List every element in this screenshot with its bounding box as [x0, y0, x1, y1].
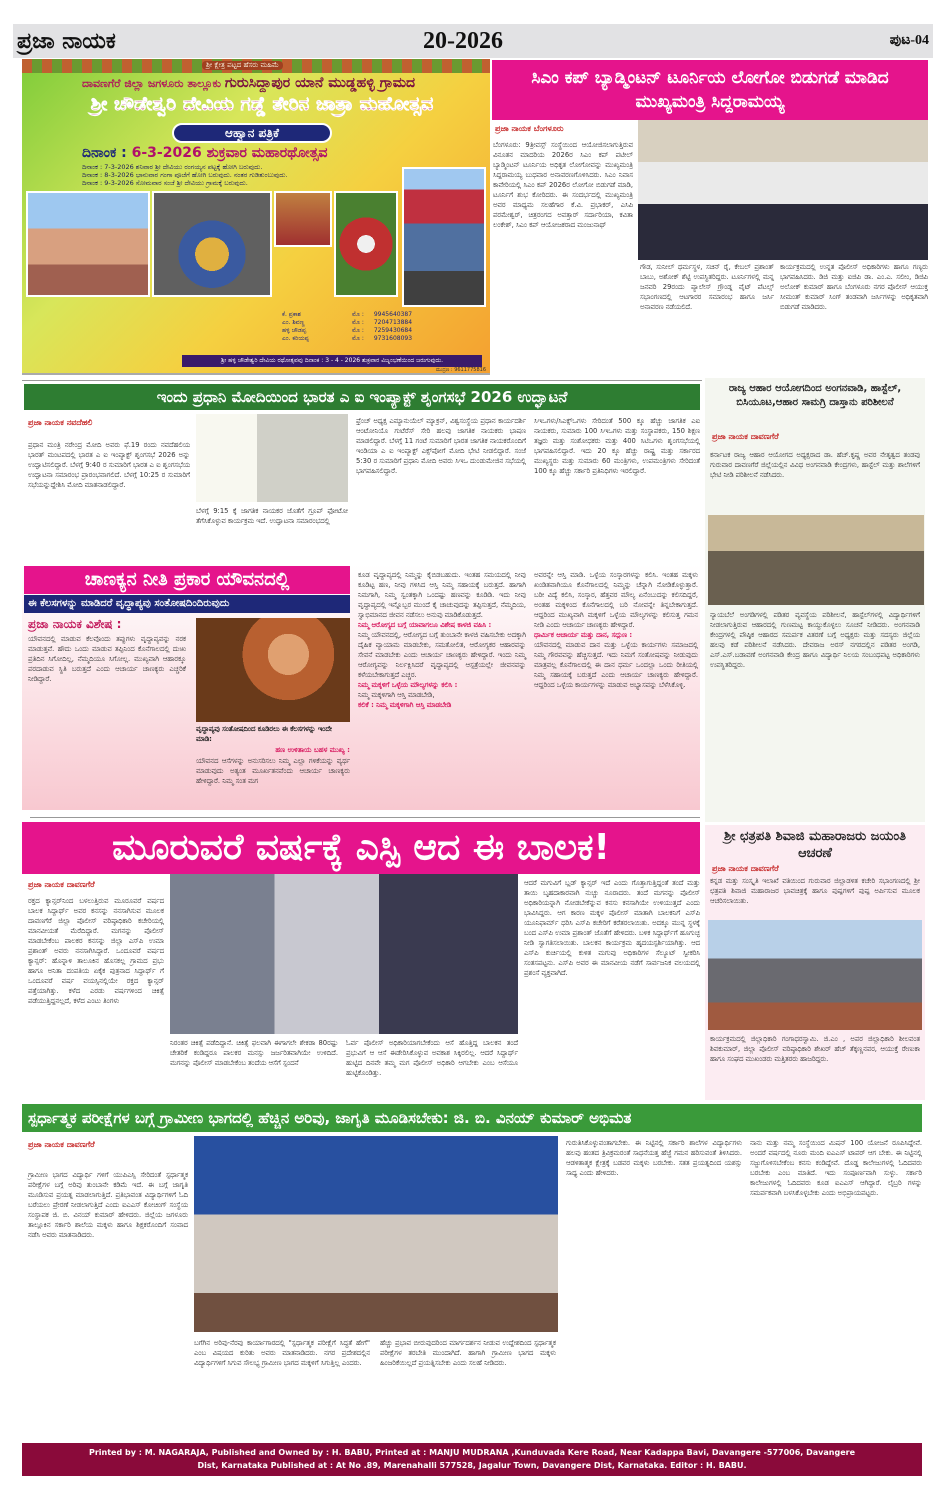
issue-date: 20-2026 — [423, 27, 503, 54]
section-subheading: ಹಣ ಉಳಿತಾಯ ಬಹಳ ಮುಖ್ಯ : — [275, 746, 350, 754]
imprint-line: Dist, Karnataka Published at : At No .89, Marenahalli 577528, Jagalur Town, Davangere Dist, Karnataka. Editor : H. BABU. — [197, 1461, 747, 1470]
boy-sp-headline — [22, 822, 700, 874]
ai-summit-headline — [24, 384, 700, 410]
headline-text: ಇಂದು ಪ್ರಧಾನಿ ಮೋದಿಯಿಂದ ಭಾರತ ಎ ಐ ಇಂಪ್ಯಾಕ್ಟ್ ಶೃಂಗಸಭೆ 2026 ಉದ್ಘಾಟನೆ — [156, 388, 568, 406]
schedule-item: ದಿನಾಂಕ : 7-3-2026 ಶನಿವಾರ ಶ್ರೀ ದೇವಿಯು ರಂಗಯ್ಯನ ಪಟ್ಟಕ್ಕೆ ಹೋಗಿ ಬರುವುದು. — [82, 163, 263, 171]
subhead-text: ಈ ಕೆಲಸಗಳನ್ನು ಮಾಡಿದರೆ ವೃದ್ಧಾಪ್ಯವು ಸಂತೋಷದಿಂದಿರುವುದು — [28, 598, 230, 609]
dateline: ಪ್ರಜಾ ನಾಯಕ ವಿಶೇಷ : — [28, 617, 122, 631]
image-caption: ವೃದ್ಧಾಪ್ಯವು ಸಂತೋಷದಿಂದ ಕೂಡಿರಲು ಈ ಕೆಲಸಗಳನ್ನು ಇಂದೇ ಮಾಡಿ: — [196, 725, 332, 743]
article-column: ಸಿಇಒಗಳು/ಸಿಎಕ್ಸ್‌ಒಗಳು ಸೇರಿದಂತೆ 500 ಕ್ಕೂ ಹೆಚ್ಚು ಜಾಗತಿಕ ಎಐ ನಾಯಕರು, ಸುಮಾರು 100 ಸಿಇಒಗಳು ಮತ್ತು ಸಂಸ್ಥಾಪಕರು, 150 ಶಿಕ್ಷಣ ತಜ್ಞರು ಮತ್ತು ಸಂಶೋಧಕರು ಮತ್ತು 400 ಸಿಟಿಒಗಳು ಶೃಂಗಸಭೆಯಲ್ಲಿ ಭಾಗವಹಿಸಲಿದ್ದಾರೆ. ಇದು 20 ಕ್ಕೂ ಹೆಚ್ಚು ರಾಷ್ಟ್ರ ಮತ್ತು ಸರ್ಕಾರದ ಮುಖ್ಯಸ್ಥರು ಮತ್ತು ಸುಮಾರು 60 ಮಂತ್ರಿಗಳು, ಉಪಮಂತ್ರಿಗಳು ಸೇರಿದಂತೆ 100 ಕ್ಕೂ ಹೆಚ್ಚು ಸರ್ಕಾರಿ ಪ್ರತಿನಿಧಿಗಳು ಇರಲಿದ್ದಾರೆ. — [534, 417, 700, 475]
shivaji-headline: ಶ್ರೀ ಛತ್ರಪತಿ ಶಿವಾಜಿ ಮಹಾರಾಜರು ಜಯಂತಿ ಆಚರಣೆ — [724, 829, 906, 861]
article-column: ರಕ್ತದ ಕ್ಯಾನ್ಸರ್‌ನಿಂದ ಬಳಲುತ್ತಿರುವ ಮೂರೂವರೆ ವರ್ಷದ ಬಾಲಕ ಸಿದ್ದಾರ್ಥ್ ಅವರ ಕನಸನ್ನು ನನಸಾಗಿಸುವ ಮೂಲಕ ದಾವಣಗೆರೆ ಜಿಲ್ಲಾ ಪೊಲೀಸ್ ವರಿಷ್ಠಾಧಿಕಾರಿ ಕಚೇರಿಯಲ್ಲಿ ಮಾನವೀಯತೆ ಮೆರೆದಿದ್ದಾರೆ. ಮಗನನ್ನು ಪೊಲೀಸ್ ಮಾಡಬೇಕೆಂಬ ಪಾಲಕರ ಕನಸನ್ನು ಜಿಲ್ಲಾ ಎಸ್‌ಪಿ ಉಮಾ ಪ್ರಶಾಂತ್ ಅವರು ನನಸಾಗಿಸಿದ್ದಾರೆ. ಒಂದೂವರೆ ವರ್ಷದ ಕ್ಯಾನ್ಸರ್: ಹೊನ್ನಾಳಿ ತಾಲೂಕಿನ ಹೊಸಕಲ್ಲ ಗ್ರಾಮದ ಪ್ರಭು ಹಾಗೂ ಅನಿತಾ ದಂಪತಿಯ ಏಕೈಕ ಪುತ್ರನಾದ ಸಿದ್ದಾರ್ಥ್ ಗೆ ಒಂದೂವರೆ ವರ್ಷ ವಯಸ್ಸಿನಲ್ಲಿಯೇ ರಕ್ತದ ಕ್ಯಾನ್ಸರ್ ಪತ್ತೆಯಾಗಿತ್ತು. ಕಳೆದ ಎರಡು ವರ್ಷಗಳಿಂದ ಚಿಕಿತ್ಸೆ ಪಡೆಯುತ್ತಿದ್ದನಲ್ಲದೆ, ಕಳೆದ ಎಂಟು ತಿಂಗಳು — [28, 897, 164, 1005]
headline-text: ಮೂರುವರೆ ವರ್ಷಕ್ಕೆ ಎಸ್ಪಿ ಆದ ಈ ಬಾಲಕ! — [112, 827, 610, 868]
cm-logo-launch-photo — [638, 120, 928, 260]
contact-name: ಎಂ. ಕರಿಯಪ್ಪ — [282, 335, 309, 342]
dateline: ಪ್ರಜಾ ನಾಯಕ ನವದೆಹಲಿ — [28, 418, 93, 427]
ad-schedule — [82, 163, 288, 187]
ad-credit: ಮುದ್ರಣ : 9611775816 — [435, 367, 486, 373]
ad-date-value: 6-3-2026 ಶುಕ್ರವಾರ — [131, 145, 247, 161]
temple-photo — [26, 191, 150, 297]
article-column: ಗುರುತಿಸಿಕೊಳ್ಳುವಂತಾಗಬೇಕು. ಈ ನಿಟ್ಟಿನಲ್ಲಿ ಸರ್ಕಾರಿ ಶಾಲೆಗಳ ವಿದ್ಯಾರ್ಥಿಗಳು ಹಲವು ಹಂತದ ತ್ರಿವಿಕ್ರಮರಂತೆ ಸಾಧನೆಯತ್ತ ಹೆಜ್ಜೆ ಗಮನ ಹರಿಸುವಂತೆ ತಿಳಿಸಿದರು. ಆಡಳಿತಾತ್ಮಕ ಕ್ಷೇತ್ರಕ್ಕೆ ಬಡವರ ಮಕ್ಕಳು ಬರಬೇಕು. ಸತತ ಪ್ರಯತ್ನದಿಂದ ಯಶಸ್ಸು ಸಾಧ್ಯ ಎಂದು ಹೇಳಿದರು. — [566, 1139, 742, 1177]
article-column: ಪ್ರಧಾನ ಮಂತ್ರಿ ನರೇಂದ್ರ ಮೋದಿ ಅವರು ಫೆ.19 ರಂದು ನವದೆಹಲಿಯ ಭಾರತ್ ಮಂಟಪದಲ್ಲಿ ಭಾರತ ಎ ಐ ಇಂಪ್ಯಾಕ್ಟ್ ಶೃಂಗಸಭೆ 2026 ಅನ್ನು ಉದ್ಘಾಟಿಸಲಿದ್ದಾರೆ. ಬೆಳಗ್ಗೆ 9:40 ರ ಸುಮಾರಿಗೆ ಭಾರತ ಎ ಐ ಶೃಂಗಸಭೆಯ ಉದ್ಘಾಟನಾ ಸಮಾರಂಭ ಪ್ರಾರಂಭವಾಗಲಿದೆ. ಬೆಳಗ್ಗೆ 10:25 ರ ಸುಮಾರಿಗೆ ಸಭೆಯನ್ನುದ್ದೇಶಿಸಿ ಮೋದಿ ಮಾತನಾಡಲಿದ್ದಾರೆ. — [28, 441, 190, 489]
headline-text: ಸ್ಪರ್ಧಾತ್ಮಕ ಪರೀಕ್ಷೆಗಳ ಬಗ್ಗೆ ಗ್ರಾಮೀಣ ಭಾಗದಲ್ಲಿ ಹೆಚ್ಚಿನ ಅರಿವು, ಜಾಗೃತಿ ಮೂಡಿಸಬೇಕು: ಜಿ. ಬಿ. ವಿನಯ್ ಕುಮಾರ್ ಅಭಿಮತ — [28, 1109, 632, 1127]
article-column: ಗೌಡ, ಸುನೀಲ್ ಧರ್ಮಸ್ಥಳ, ಸಚಿನ್ ರೈ, ಕೇಬಲ್ ಪ್ರಶಾಂತ್ ಬಾಬು, ಅಶೋಕ್ ಶೆಟ್ಟಿ ಉಪಸ್ಥಿತರಿದ್ದರು. ಟೂರ್ನಿಗಳಲ್ಲಿ ಮನ್ನ ಜನವರಿ 29ರಂದು ಪ್ಯಾಲೇಸ್ ಗ್ರೌಂಡ್ನ ವೈಟ್ ಪೆಟಲ್ಸ್ ಸಭಾಂಗಣದಲ್ಲಿ ಆಟಗಾರರ ಸಮಾರಂಭ ಹಾಗೂ ಜರ್ಸಿ ಅನಾವರಣ ನಡೆಯಲಿದೆ. — [640, 263, 774, 311]
ad-invitation-pill: ಆಹ್ವಾನ ಪತ್ರಿಕೆ — [172, 123, 332, 143]
article-column: ಯೌವನದಲ್ಲಿ ಮಾಡುವ ಕೆಲವೊಂದು ತಪ್ಪುಗಳು ವೃದ್ಧಾಪ್ಯವನ್ನು ನರಕ ಮಾಡುತ್ತವೆ. ಹೌದು ಒಂದು ಮಾಡುವ ತಪ್ಪಿನಿಂದ ಕೊನೆಗಾಲದಲ್ಲಿ ದುಃಖ ಪ್ರತಿದಿನ ಸಿಗೋದಿಲ್ಲ, ನೆಮ್ಮದಿಯೂ ಸಿಗೋಲ್ಲ. ಮುಖ್ಯವಾಗಿ ಆಹಾರಕ್ಕೂ ಪರದಾಡುವ ಸ್ಥಿತಿ ಬರುತ್ತದೆ ಎಂದು ಆಚಾರ್ಯ ಚಾಣಕ್ಯರು ಎಚ್ಚರಿಕೆ ನೀಡಿದ್ದಾರೆ. — [28, 635, 186, 683]
dateline: ಪ್ರಜಾ ನಾಯಕ ದಾವಣಗೆರೆ — [712, 432, 779, 441]
chariot-photo — [402, 167, 486, 307]
newspaper-name: ಪ್ರಜಾ ನಾಯಕ — [17, 28, 116, 54]
contact-label: ಮೊ : — [352, 319, 364, 326]
exam-event-photo — [194, 1136, 558, 1332]
dateline: ಪ್ರಜಾ ನಾಯಕ ದಾವಣಗೆರೆ — [712, 864, 779, 873]
article-column: ಬೆಳಗ್ಗೆ 9:15 ಕ್ಕೆ ಜಾಗತಿಕ ನಾಯಕರ ಜೊತೆಗೆ ಗ್ರೂಪ್ ಫೋಟೋ ತೆಗೆಸಿಕೊಳ್ಳುವ ಕಾರ್ಯಕ್ರಮ ಇದೆ. ಉದ್ಘಾಟನಾ ಸಮಾರಂಭದಲ್ಲಿ — [196, 507, 348, 525]
headline-text: ಚಾಣಕ್ಯನ ನೀತಿ ಪ್ರಕಾರ ಯೌವನದಲ್ಲಿ — [84, 569, 290, 590]
contact-label: ಮೊ : — [352, 335, 364, 342]
ad-title: ಶ್ರೀ ಚೌಡೇಶ್ವರಿ ದೇವಿಯ ಗಡ್ಡೆ ತೇರಿನ ಜಾತ್ರಾ ಮಹೋತ್ಸವ — [90, 93, 434, 115]
paragraph: ಕೂಡ ವೃದ್ಧಾಪ್ಯದಲ್ಲಿ ನಿಮ್ಮನ್ನು ಕೈಬಿಡಬಹುದು. ಇಂತಹ ಸಮಯದಲ್ಲಿ ನೀವು ಕೂಡಿಟ್ಟ ಹಣ, ನೀವು ಗಳಿಸಿದ ಆಸ್ತಿ ನಿಮ್ಮ ಸಹಾಯಕ್ಕೆ ಬರುತ್ತದೆ. ಹಾಗಾಗಿ ನಿಮಗಾಗಿ, ನಿಮ್ಮ ಸ್ವಂತಕ್ಕಾಗಿ ಒಂದಷ್ಟು ಹಣವನ್ನು ಕೂಡಿಡಿ. ಇದು ನೀವು ವೃದ್ಧಾಪ್ಯದಲ್ಲಿ ಇನ್ನೊಬ್ಬರ ಮುಂದೆ ಕೈ ಚಾಚುವುದನ್ನು ತಪ್ಪಿಸುತ್ತದೆ, ನೆಮ್ಮದಿಯ, ಸ್ವಾಭಿಮಾನದ ಜೀವನ ನಡೆಸಲು ಅನುವು ಮಾಡಿಕೊಡುತ್ತದೆ. — [358, 571, 526, 619]
article-paragraph: ಕನ್ನಡ ಮತ್ತು ಸಂಸ್ಕೃತಿ ಇಲಾಖೆ ವತಿಯಿಂದ ಗುರುವಾರ ಜಿಲ್ಲಾಡಳಿತ ಕಚೇರಿ ಸಭಾಂಗಣದಲ್ಲಿ ಶ್ರೀ ಛತ್ರಪತಿ ಶಿವಾಜಿ ಮಹಾರಾಜರ ಭಾವಚಿತ್ರಕ್ಕೆ ಹಾಗೂ ಪುಷ್ಪಗಳಿಗೆ ಪುಷ್ಪ ಅರ್ಪಿಸುವ ಮೂಲಕ ಆಚರಿಸಲಾಯಿತು. — [710, 877, 920, 905]
article-paragraph: ನ್ಯಾಯಬೆಲೆ ಅಂಗಡಿಗಳಲ್ಲಿ ಪಡಿತರ ವ್ಯವಸ್ಥೆಯ ಪರಿಶೀಲನೆ, ಹಾಸ್ಟೆಲ್‌ಗಳಲ್ಲಿ ವಿದ್ಯಾರ್ಥಿಗಳಿಗೆ ನೀಡಲಾಗುತ್ತಿರುವ ಆಹಾರದಲ್ಲಿ ಗುಣಮಟ್ಟ ಕಾಯ್ದುಕೊಳ್ಳಲು ಸೂಚನೆ ನೀಡಿದರು. ಅಂಗನವಾಡಿ ಕೇಂದ್ರಗಳಲ್ಲಿ ಪೌಷ್ಠಿಕ ಆಹಾರದ ಸಮರ್ಪಕ ವಿತರಣೆ ಬಗ್ಗೆ ಅಧ್ಯಕ್ಷರು ಮತ್ತು ಸದಸ್ಯರು ಜಿಲ್ಲೆಯ ಹಲವು ಕಡೆ ಪರಿಶೀಲನೆ ನಡೆಸಿದರು. ದೇವರಾಜ ಅರಸ್ ನಗರದಲ್ಲಿನ ಪಡಿತರ ಅಂಗಡಿ, ಎಸ್.ಎಸ್.ಬಡಾವಣೆ ಅಂಗನವಾಡಿ ಕೇಂದ್ರ ಹಾಗೂ ವಿದ್ಯಾರ್ಥಿ ನಿಲಯ ಸಂಬಂಧಪಟ್ಟ ಅಧಿಕಾರಿಗಳು ಉಪಸ್ಥಿತರಿದ್ದರು. — [710, 611, 920, 669]
festival-advertisement — [22, 59, 490, 375]
contact-label: ಮೊ : — [352, 311, 364, 318]
food-inspection-photo — [708, 515, 924, 605]
article-column: ಗ್ರಾಮೀಣ ಭಾಗದ ವಿದ್ಯಾರ್ಥಿ ಗಳಿಗೆ ಯುಪಿಎಸ್ಸಿ ಸೇರಿದಂತೆ ಸ್ಪರ್ಧಾತ್ಮಕ ಪರೀಕ್ಷೆಗಳ ಬಗ್ಗೆ ಅರಿವು ತುಂಬಾನೇ ಕಡಿಮೆ ಇದೆ. ಈ ಬಗ್ಗೆ ಜಾಗೃತಿ ಮೂಡಿಸುವ ಪ್ರಯತ್ನ ಮಾಡಲಾಗುತ್ತಿದೆ. ಪ್ರತಿಭಾವಂತ ವಿದ್ಯಾರ್ಥಿಗಳಿಗೆ ಓದಿ ಬರೆಯಲು ಪ್ರೇರಣೆ ನೀಡಲಾಗುತ್ತಿದೆ ಎಂದು ಐಎಎಸ್ ಕೋಚಿಂಗ್ ಸಂಸ್ಥೆಯ ಸಂಸ್ಥಾಪಕ ಜಿ. ಬಿ. ವಿನಯ್ ಕುಮಾರ್ ಹೇಳಿದರು. ಜಿಲ್ಲೆಯ ಜಗಳೂರು ತಾಲ್ಲೂಕಿನ ಸರ್ಕಾರಿ ಶಾಲೆಯ ಮಕ್ಕಳು ಹಾಗೂ ಶಿಕ್ಷಕರೊಂದಿಗೆ ಸಂವಾದ ನಡೆಸಿ ಅವರು ಮಾತನಾಡಿದರು. — [28, 1171, 188, 1239]
article-column: ಓರ್ವ ಪೊಲೀಸ್ ಅಧಿಕಾರಿಯಾಗಬೇಕೆಂದು ಆಸೆ ಹೊತ್ತಿದ್ದ ಬಾಲಕನ ತಂದೆ ಪ್ರಭುವಿಗೆ ಆ ಆಸೆ ಈಡೇರಿಸಿಕೊಳ್ಳುವ ಅವಕಾಶ ಸಿಕ್ಕಿರಲಿಲ್ಲ. ಆದರೆ ಸಿದ್ದಾರ್ಥ್ ಹುಟ್ಟಿದ ದಿನವೇ ತಮ್ಮ ಮಗ ಪೊಲೀಸ್ ಅಧಿಕಾರಿ ಆಗಬೇಕು ಎಂಬ ಆಸೆಯೂ ಹುಟ್ಟಿಕೊಂಡಿತ್ತು. — [346, 1039, 518, 1077]
chanakya-illustration — [196, 618, 350, 722]
article-column: ಬೆಂಗಳೂರು: 9ತ್ರೀವಸ್ಸ್ ಸಂಸ್ಥೆಯಿಂದ ಆಯೋಜಿಸಲಾಗುತ್ತಿರುವ ವಿನೂತನ ಮಾದರಿಯ 2026ರ ಸಿಎಂ ಕಪ್ ಪಟೀಲ್ ಬ್ಯಾಡ್ಮಿಂಟನ್ ಟೂರ್ನಿಯ ಅಧಿಕೃತ ಲೋಗೋವನ್ನು ಮುಖ್ಯಮಂತ್ರಿ ಸಿದ್ದರಾಮಯ್ಯ ಬುಧವಾರ ಅನಾವರಣಗೊಳಿಸಿದರು. ಸಿಎಂ ನಿವಾಸ ಕಾವೇರಿಯಲ್ಲಿ ಸಿಎಂ ಕಪ್ 2026ರ ಲೋಗೋ ಬಿಡುಗಡೆ ಮಾಡಿ, ಟೂರ್ನಿಗೆ ಶುಭ ಕೋರಿದರು. ಈ ಸಂದರ್ಭದಲ್ಲಿ ಮುಖ್ಯಮಂತ್ರಿ ಅವರ ಮಾಧ್ಯಮ ಸಲಹೆಗಾರ ಕೆ.ವಿ. ಪ್ರಭಾಕರ್, ಎಸಿಪಿ ಪರಮೇಶ್ವರ್, ಚಿತ್ರರಂಗದ ಅವತ್ತಾರ್ ಸರ್ದಾರಿಯಾ, ಕವಿತಾ ಲಂಕೇಶ್, ಸಿಎಂ ಕಪ್ ಆಯೋಜಕರಾದ ಮಂಜುನಾಥ್ — [493, 141, 633, 229]
shivaji-jayanti-photo — [708, 920, 922, 1030]
contact-phone[interactable]: 9945640387 — [373, 311, 413, 318]
article-column: ಬಗೆಗಿನ ಅರಿವು-ನೆರವು ಕಾರ್ಯಾಗಾರದಲ್ಲಿ "ಸ್ಪರ್ಧಾತ್ಮಕ ಪರೀಕ್ಷೆಗೆ ಸಿದ್ಧತೆ ಹೇಗೆ" ಎಂಬ ವಿಷಯದ ಕುರಿತು ಅವರು ಮಾತನಾಡಿದರು. ನಗರ ಪ್ರದೇಶದಲ್ಲಿನ ವಿದ್ಯಾರ್ಥಿಗಳಿಗೆ ಸಿಗುವ ಸೌಲಭ್ಯ ಗ್ರಾಮೀಣ ಭಾಗದ ಮಕ್ಕಳಿಗೆ ಸಿಗುತ್ತಿಲ್ಲ ಎಂದರು. — [194, 1339, 370, 1367]
ad-location-big: ಗುರುಸಿದ್ದಾಪುರ ಯಾನೆ ಮುಡ್ಡಹಳ್ಳಿ ಗ್ರಾಮದ — [224, 75, 416, 91]
article-column: ಆದರೆ ಮಗುವಿಗೆ ಬ್ಲಡ್ ಕ್ಯಾನ್ಸರ್ ಇದೆ ಎಂದು ಗೊತ್ತಾಗುತ್ತಿದ್ದಂತೆ ತಂದೆ ಮತ್ತು ತಾಯಿ ಬೃಹದಾಕಾರವಾಗಿ ನುಚ್ಚು ನೂರಾದರು. ತಂದೆ ಮಗನನ್ನು ಪೊಲೀಸ್ ಅಧಿಕಾರಿಯನ್ನಾಗಿ ನೋಡಬೇಕೆನ್ನುವ ಕನಸು ಕನಸಾಗಿಯೇ ಉಳಿಯುತ್ತದೆ ಎಂದು ಭಾವಿಸಿದ್ದರು. ಆಗ ಕಾರಣ ಮಕ್ಕಳ ಪೊಲೀಸ್ ಮಾತಾಗಿ ಬಾಲಕನಿಗೆ ಎಸ್‌ಪಿ ಯೂನಿಫಾರ್ಮ್ ಧರಿಸಿ ಎಸ್‌ಪಿ ಕಚೇರಿಗೆ ಕರೆತರಲಾಯಿತು. ಅದಕ್ಕೂ ಮುನ್ನ ಸ್ಥಳಕ್ಕೆ ಬಂದ ಎಸ್‌ಪಿ ಉಮಾ ಪ್ರಶಾಂತ್ ಜೊತೆಗೆ ಹೇಳಿದರು. ಬಳಿಕ ಸಿದ್ದಾರ್ಥ್‌ಗೆ ಹೂಗುಚ್ಛ ನೀಡಿ ಸ್ವಾಗತಿಸಲಾಯಿತು. ಬಾಲಕನ ಕಾರ್ಯಕ್ರಮ ಹೃದಯಸ್ಪರ್ಶಿಯಾಗಿತ್ತು. ಆದ ಎಸ್‌ಪಿ ಕುರ್ಚಿಯಲ್ಲಿ ಕುಳಿತ ಮಗುವು ಅಧಿಕಾರಿಗಳ ಸೆಲ್ಯೂಟ್ ಸ್ವೀಕರಿಸಿ ಸಂತಸಪಟ್ಟನು. ಎಸ್‌ಪಿ ಅವರ ಈ ಮಾನವೀಯ ನಡೆಗೆ ಸಾರ್ವಜನಿಕ ವಲಯದಲ್ಲಿ ಪ್ರಶಂಸೆ ವ್ಯಕ್ತವಾಗಿದೆ. — [524, 879, 700, 977]
article-column — [358, 570, 526, 710]
contact-label: ಮೊ : — [352, 327, 364, 334]
article-column: ಹೆಚ್ಚು ಪ್ರಭಾವ ಬೀರುವುದರಿಂದ ಮಾರ್ಗದರ್ಶನ ನೀಡುವ ಉದ್ದೇಶದಿಂದ ಸ್ಪರ್ಧಾತ್ಮಕ ಪರೀಕ್ಷೆಗಳ ತರಬೇತಿ ಮುಂದಾಗಿದೆ. ಹಾಗಾಗಿ ಗ್ರಾಮೀಣ ಭಾಗದ ಮಕ್ಕಳು ಹಿಂಜರಿಕೆಯಿಲ್ಲದೆ ಪ್ರಯತ್ನಿಸಬೇಕು ಎಂದು ಸಲಹೆ ನೀಡಿದರು. — [380, 1339, 556, 1367]
contact-name: ಎಂ. ಶಿವಣ್ಣ — [282, 319, 305, 326]
ad-topline: ಶ್ರೀ ಕ್ಷೇತ್ರ ಪಟ್ಟದ ಹೆಸರು ಮಹಿಮೆ — [202, 61, 283, 70]
procession-photo — [274, 191, 332, 247]
schedule-item: ದಿನಾಂಕ : 8-3-2026 ಭಾನುವಾರ ಗಂಗಾ ಪೂಜೆಗೆ ಹೋಗಿ ಬರುವುದು. ನಂತರ ಗುಡಿತುಂಬುವುದು. — [82, 171, 288, 179]
headline-text: ಸಿಎಂ ಕಪ್ ಬ್ಯಾಡ್ಮಿಂಟನ್ ಟೂರ್ನಿಯ ಲೋಗೋ ಬಿಡುಗಡೆ ಮಾಡಿದ ಮುಖ್ಯಮಂತ್ರಿ ಸಿದ್ದರಾಮಯ್ಯ — [531, 68, 889, 112]
contact-name: ಕೆ. ಪ್ರಕಾಶ — [282, 311, 301, 318]
article-column: ಫ್ರೆಂಚ್ ಅಧ್ಯಕ್ಷ ಎಮ್ಯಾನುಯೆಲ್ ಮ್ಯಾಕ್ರನ್, ವಿಶ್ವಸಂಸ್ಥೆಯ ಪ್ರಧಾನ ಕಾರ್ಯದರ್ಶಿ ಆಂಟೋನಿಯೊ ಗುಟೆರೆಸ್ ಸೇರಿ ಹಲವು ಜಾಗತಿಕ ನಾಯಕರು ಭಾಷಣ ಮಾಡಲಿದ್ದಾರೆ. ಬೆಳಗ್ಗೆ 11 ಗಂಟೆ ಸುಮಾರಿಗೆ ಭಾರತ ಜಾಗತಿಕ ನಾಯಕರೊಂದಿಗೆ ಇಂಡಿಯಾ ಎ ಐ ಇಂಪ್ಯಾಕ್ಟ್ ಎಕ್ಸ್‌ಪೋಗೆ ಮೋದಿ ಭೇಟಿ ನೀಡಲಿದ್ದಾರೆ. ಸಂಜೆ 5:30 ರ ಸುಮಾರಿಗೆ ಪ್ರಧಾನಿ ಮೋದಿ ಅವರು ಸಿಇಒ ದುಂಡುಮೇಜಿನ ಸಭೆಯಲ್ಲಿ ಭಾಗವಹಿಸಲಿದ್ದಾರೆ. — [356, 417, 526, 475]
divider — [22, 380, 702, 381]
paragraph: ನಿಮ್ಮ ಯೌವನದಲ್ಲಿ, ಆರೋಗ್ಯದ ಬಗ್ಗೆ ತುಂಬಾನೇ ಕಾಳಜಿ ವಹಿಸಬೇಕು ಅದಕ್ಕಾಗಿ ದೈಹಿಕ ವ್ಯಾಯಾಮ ಮಾಡಬೇಕು, ಸಮತೋಲಿತ, ಆರೋಗ್ಯಕರ ಆಹಾರವನ್ನು ಸೇವನೆ ಮಾಡಬೇಕು ಎಂದು ಆಚಾರ್ಯ ಚಾಣಕ್ಯರು ಹೇಳಿದ್ದಾರೆ. ಇಂದು ನಿಮ್ಮ ಆರೋಗ್ಯವನ್ನು ನಿರ್ಲಕ್ಷಿಸಿದರೆ ವೃದ್ಧಾಪ್ಯದಲ್ಲಿ ಆಸ್ಪತ್ರೆಯಲ್ಲೇ ಜೀವನವನ್ನು ಕಳೆಯಬೇಕಾಗುತ್ತದೆ ಎಚ್ಚರ. — [358, 631, 526, 679]
article-column: ಯೌವನದ ಆಸೆಗಳನ್ನು ಅನುಸರಿಸಲು ನಿಮ್ಮ ಎಲ್ಲಾ ಗಳಿಕೆಯನ್ನು ವ್ಯರ್ಥ ಮಾಡುವುದು ಅತ್ಯಂತ ಮೂರ್ಖತನವೆಂದು ಆಚಾರ್ಯ ಚಾಣಕ್ಯರು ಹೇಳಿದ್ದಾರೆ. ನಿಮ್ಮ ಸಂತ ಮಗ — [196, 757, 350, 785]
section-subheading: ಧಾರ್ಮಿಕ ಆಚಾರ್ಯ ಮತ್ತು ದಾನ, ಸದ್ಗುಣ : — [534, 631, 633, 639]
paragraph: ಯೌವನದಲ್ಲಿ ಮಾಡುವ ದಾನ ಮತ್ತು ಒಳ್ಳೆಯ ಕಾರ್ಯಗಳು ಸಮಾಜದಲ್ಲಿ ನಿಮ್ಮ ಗೌರವವನ್ನು ಹೆಚ್ಚಿಸುತ್ತದೆ. ಇದು ನಿಮಗೆ ಸಂತೋಷವನ್ನು ನೀಡುವುದು ಮಾತ್ರವಲ್ಲ ಕೊನೆಗಾಲದಲ್ಲಿ ಈ ದಾನ ಧರ್ಮ ಒಂದಲ್ಲಾ ಒಂದು ರೀತಿಯಲ್ಲಿ ನಿಮ್ಮ ಸಹಾಯಕ್ಕೆ ಬರುತ್ತದೆ ಎಂದು ಆಚಾರ್ಯ ಚಾಣಕ್ಯರು ಹೇಳಿದ್ದಾರೆ. ಆದ್ದರಿಂದ ಒಳ್ಳೆಯ ಕಾರ್ಯಗಳನ್ನು ಮಾಡುವ ಅಭ್ಯಾಸವನ್ನು ಬೆಳೆಸಿಕೊಳ್ಳಿ. — [534, 641, 698, 689]
ad-location — [82, 75, 415, 91]
exam-awareness-headline — [22, 1104, 922, 1132]
divider — [30, 817, 700, 818]
article-column: ನಾನು ಮತ್ತು ನಮ್ಮ ಸಂಸ್ಥೆಯಿಂದ ಮಿಷನ್ 100 ಯೋಜನೆ ರೂಪಿಸಿದ್ದೇವೆ. ಅಂದರೆ ವರ್ಷದಲ್ಲಿ ನೂರು ಮಂದಿ ಐಎಎಸ್ ಟಾಪರ್ ಆಗ ಬೇಕು. ಈ ನಿಟ್ಟಿನಲ್ಲಿ ಸಜ್ಜುಗೊಳಿಸಬೇಕೆಂಬ ಕನಸು ಕಂಡಿದ್ದೇವೆ. ದೊಡ್ಡ ಕಾಲೇಜುಗಳಲ್ಲಿ ಓದಿದವರು ಬರಬೇಕು ಎಂಬ ಮಾತಿದೆ. ಇದು ಸಂಪೂರ್ಣವಾಗಿ ಸುಳ್ಳು. ಸರ್ಕಾರಿ ಕಾಲೇಜುಗಳಲ್ಲಿ ಓದಿದವರು ಕೂಡ ಐಎಎಸ್ ಆಗಿದ್ದಾರೆ. ಲೈಬ್ರರಿ ಗಳನ್ನು ಸಮರ್ಪಕವಾಗಿ ಬಳಸಿಕೊಳ್ಳಬೇಕು ಎಂದು ಅಭಿಪ್ರಾಯಪಟ್ಟರು. — [750, 1139, 922, 1197]
article-column: ನಿರಂತರ ಚಿಕಿತ್ಸೆ ಪಡೆದಿದ್ದಾನೆ. ಚಿಕಿತ್ಸೆ ಫಲವಾಗಿ ಈಗಾಗಲೇ ಶೇಕಡಾ 80ರಷ್ಟು ಚೇತರಿಕೆ ಕಂಡಿದ್ದರೂ ಪಾಲಕರ ಮನಸ್ಸು ಜರ್ಜರಿತವಾಗಿಯೇ ಉಳಿದಿದೆ. ಮಗನನ್ನು ಪೊಲೀಸ್ ಮಾಡಬೇಕೆಂಬ ತಂದೆಯ ಆಸೆಗೆ ಸ್ಪಂದನೆ — [170, 1039, 338, 1067]
idol-photo — [334, 191, 398, 297]
article-column — [534, 570, 698, 690]
paragraph: ನಿಮ್ಮ ಮಕ್ಕಳಿಗಾಗಿ ಆಸ್ತಿ ಮಾಡಬೇಡಿ, — [358, 691, 435, 699]
modi-photo — [196, 414, 348, 502]
section-subheading: ನಿಮ್ಮ ಮಕ್ಕಳಿಗೆ ಒಳ್ಳೆಯ ಮೌಲ್ಯಗಳನ್ನು ಕಲಿಸಿ : — [358, 681, 458, 689]
dateline: ಪ್ರಜಾ ನಾಯಕ ದಾವಣಗೆರೆ — [28, 1140, 95, 1149]
ad-location-small: ದಾವಣಗೆರೆ ಜಿಲ್ಲಾ ಜಗಳೂರು ತಾಲ್ಲೂಕು — [82, 77, 221, 90]
chanakya-subhead — [24, 595, 350, 613]
schedule-item: ದಿನಾಂಕ : 9-3-2026 ಸೋಮವಾರ ಸಂಜೆ ಶ್ರೀ ದೇವಿಯು ಗ್ರಾಮಕ್ಕೆ ಬರುವುದು. — [82, 179, 248, 187]
contact-phone[interactable]: 7259430684 — [373, 327, 413, 334]
article-column: ಕಾರ್ಯಕ್ರಮದಲ್ಲಿ ಉನ್ನತ ಪೊಲೀಸ್ ಅಧಿಕಾರಿಗಳು ಹಾಗೂ ಗಣ್ಯರು ಭಾಗವಹಿಸಿದರು. ಡಿಜಿ ಮತ್ತು ಐಜಿಪಿ ಡಾ. ಎಂ.ಎ. ಸಲೀಂ, ಡಿಜಿಪಿ ಅಲೋಕ್ ಕುಮಾರ್ ಹಾಗೂ ಬೆಂಗಳೂರು ನಗರ ಪೊಲೀಸ್ ಆಯುಕ್ತ ಸೀಮಂತ್ ಕುಮಾರ್ ಸಿಂಗ್ ತಂಡವಾಗಿ ಜರ್ಸಿಗಳನ್ನು ಅಧಿಕೃತವಾಗಿ ಬಿಡುಗಡೆ ಮಾಡಿದರು. — [780, 263, 928, 311]
article-paragraph: ಕರ್ನಾಟಕ ರಾಜ್ಯ ಆಹಾರ ಆಯೋಗದ ಅಧ್ಯಕ್ಷರಾದ ಡಾ. ಹೆಚ್.ಕೃಷ್ಣ ಅವರ ನೇತೃತ್ವದ ತಂಡವು ಗುರುವಾರ ದಾವಣಗೆರೆ ಜಿಲ್ಲೆಯಲ್ಲಿನ ವಿವಿಧ ಅಂಗನವಾಡಿ ಕೇಂದ್ರಗಳು, ಹಾಸ್ಟೆಲ್ ಮತ್ತು ಶಾಲೆಗಳಿಗೆ ಭೇಟಿ ನೀಡಿ ಪರಿಶೀಲನೆ ನಡೆಸಿದರು. — [710, 451, 920, 479]
ad-date-label: ದಿನಾಂಕ : — [82, 145, 127, 161]
cm-cup-headline — [492, 60, 928, 120]
ad-date — [82, 145, 327, 161]
contact-phone[interactable]: 9731608093 — [373, 335, 413, 342]
masthead — [13, 24, 933, 58]
section-subheading: ನಿಮ್ಮ ಆರೋಗ್ಯದ ಬಗ್ಗೆ ಯಾವಾಗಲೂ ವಿಶೇಷ ಕಾಳಜಿ ವಹಿಸಿ : — [358, 621, 492, 629]
dateline: ಪ್ರಜಾ ನಾಯಕ ಬೆಂಗಳೂರು — [495, 124, 564, 133]
page-number: ಪುಟ-04 — [889, 33, 929, 48]
deity-photo — [152, 191, 272, 297]
dateline: ಪ್ರಜಾ ನಾಯಕ ದಾವಣಗೆರೆ — [28, 880, 95, 889]
contact-phone[interactable]: 7204713884 — [373, 319, 413, 326]
imprint-footer — [22, 1443, 922, 1476]
food-commission-headline: ರಾಜ್ಯ ಆಹಾರ ಆಯೋಗದಿಂದ ಅಂಗನವಾಡಿ, ಹಾಸ್ಟೆಲ್, ಬಿಸಿಯೂಟ,ಆಹಾರ ಸಾಮಗ್ರಿ ದಾಸ್ತಾನು ಪರಿಶೀಲನೆ — [728, 383, 902, 408]
ad-footer-banner: ಶ್ರೀ ಹಳ್ಳಿ ಚೌಡೇಶ್ವರಿ ದೇವಿಯ ರಥೋತ್ಸವವು ದಿನಾಂಕ : 3 - 4 - 2026 ಶುಕ್ರವಾರ ವಿಜೃಂಭಣೆಯಿಂದ ಜರುಗುವುದು. — [182, 355, 482, 367]
imprint-line: Printed by : M. NAGARAJA, Published and Owned by : H. BABU, Printed at : MANJU MUDRANA ,Kunduvada Kere Road, Near Kadappa Bavi, Davangere -577006, Davangere — [88, 1448, 856, 1457]
contact-name: ಹಳ್ಳಿ ಚೌಡಪ್ಪ — [282, 327, 307, 334]
section-subheading: ಕಲಿಕೆ : ನಿಮ್ಮ ಮಕ್ಕಳಿಗಾಗಿ ಆಸ್ತಿ ಮಾಡಬೇಡಿ — [358, 701, 452, 709]
ad-date-event: ಮಹಾರಥೋತ್ಸವ — [251, 145, 328, 161]
ad-contacts — [282, 311, 482, 343]
chanakya-headline — [24, 566, 350, 594]
paragraph: ಅವರನ್ನೇ ಆಸ್ತಿ ಮಾಡಿ. ಒಳ್ಳೆಯ ಸಂಸ್ಕಾರಗಳನ್ನು ಕಲಿಸಿ. ಇಂತಹ ಮಕ್ಕಳು ಖಂಡಿತವಾಗಿಯೂ ಕೊನೆಗಾಲದಲ್ಲಿ ನಿಮ್ಮನ್ನು ಚೆನ್ನಾಗಿ ನೋಡಿಕೊಳ್ಳುತ್ತಾರೆ. ಬರೀ ವಿದ್ಯೆ ಕಲಿಸಿ, ಸಂಸ್ಕಾರ, ಹೆತ್ತವರ ಮೌಲ್ಯ ಏನೆಂಬುದನ್ನು ಕಲಿಸದಿದ್ದರೆ, ಅಂತಹ ಮಕ್ಕಳಿಂದ ಕೊನೆಗಾಲದಲ್ಲಿ ಬರಿ ನೋವನ್ನೇ ತಿನ್ನಬೇಕಾಗುತ್ತದೆ. ಆದ್ದರಿಂದ ಮುಖ್ಯವಾಗಿ ಮಕ್ಕಳಿಗೆ ಒಳ್ಳೆಯ ಮೌಲ್ಯಗಳನ್ನು ಕಲಿಸುತ್ತ ಗಮನ ನೀಡಿ ಎಂದು ಆಚಾರ್ಯ ಚಾಣಕ್ಯರು ಹೇಳಿದ್ದಾರೆ. — [534, 571, 698, 629]
boy-sp-photo — [170, 874, 518, 1034]
article-paragraph: ಕಾರ್ಯಕ್ರಮದಲ್ಲಿ ಜಿಲ್ಲಾಧಿಕಾರಿ ಗಂಗಾಧರಸ್ವಾಮಿ. ಜಿ.ಎಂ , ಅಪರ ಜಿಲ್ಲಾಧಿಕಾರಿ ಶೀಲವಂತ ಶಿವಕುಮಾರ್, ಜಿಲ್ಲಾ ಪೊಲೀಸ್ ವರಿಷ್ಠಾಧಿಕಾರಿ ಶೇಖರ್ ಹೆಚ್ ತೆಕ್ಕಣ್ಣನವರ, ಆಯುಕ್ತೆ ರೇಣುಕಾ ಹಾಗೂ ಸಂಘದ ಮುಖಂಡರು ಮತ್ತಿತರರು ಹಾಜರಿದ್ದರು. — [710, 1035, 920, 1063]
